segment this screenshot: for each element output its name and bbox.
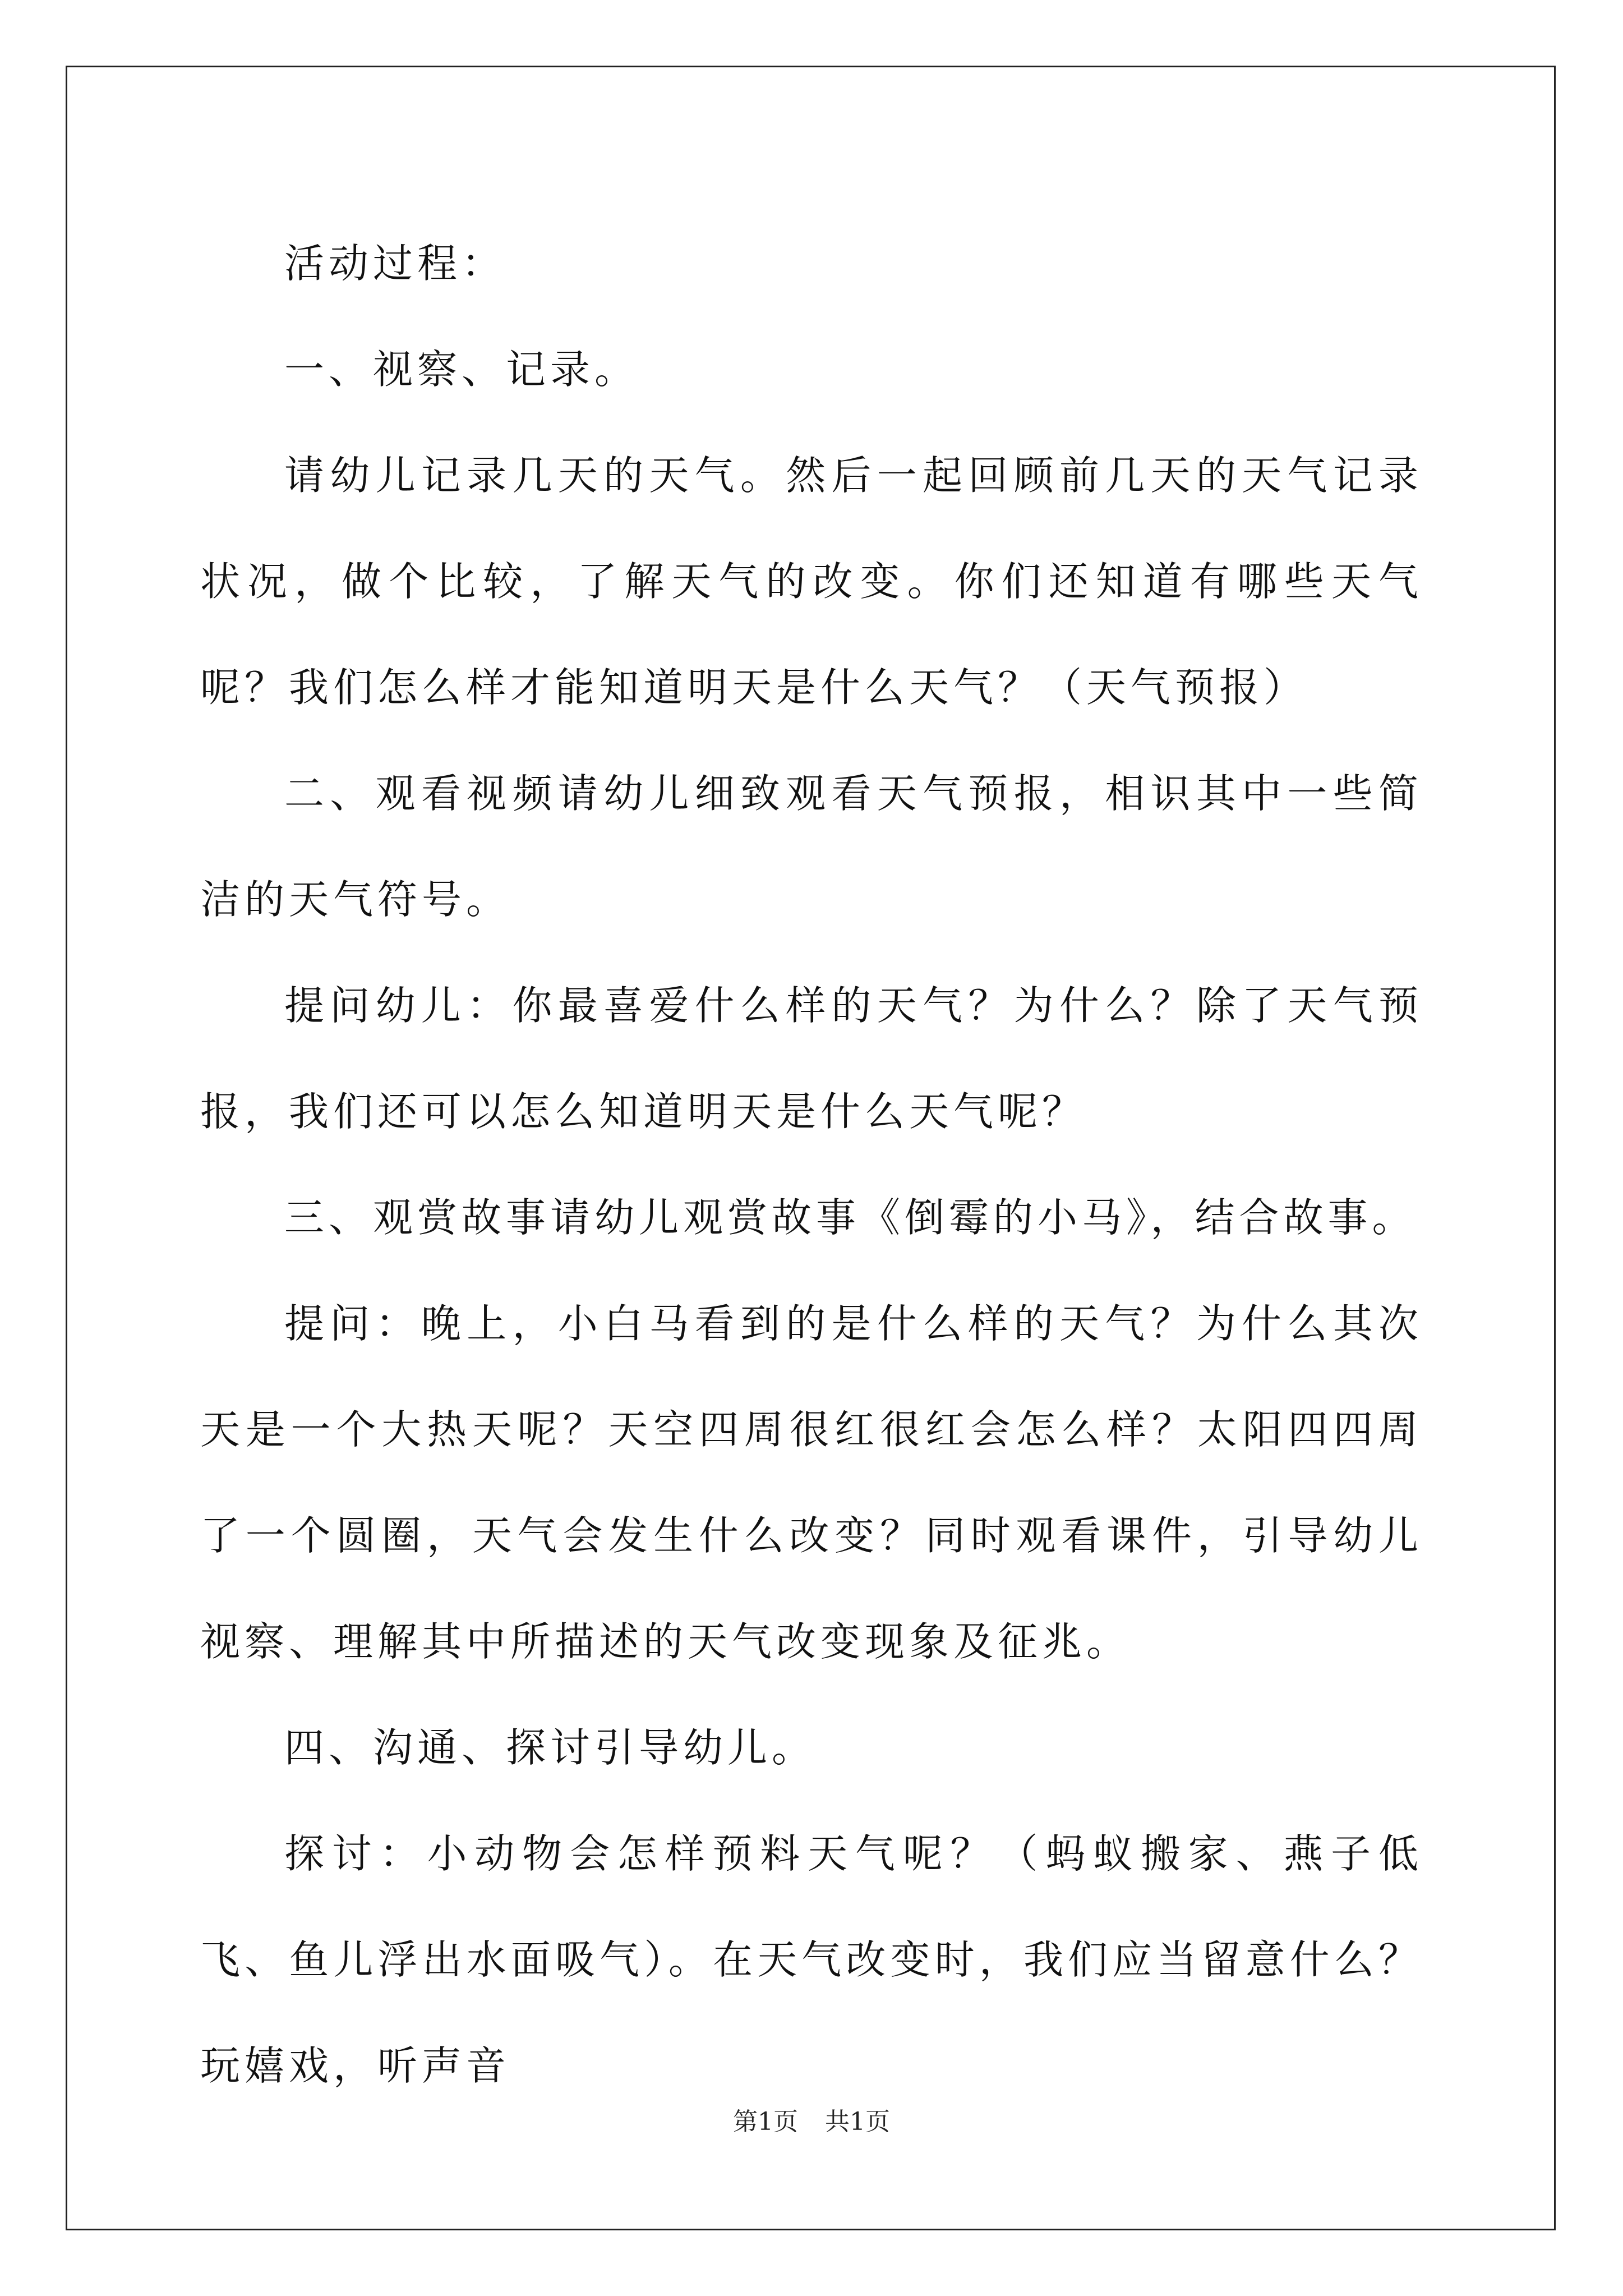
paragraph-record-weather: 请幼儿记录几天的天气。然后一起回顾前几天的天气记录状况，做个比较，了解天气的改变。你们还知道有哪些天气呢？我们怎么样才能知道明天是什么天气？（天气预报） [200,452,1423,711]
page-number: 第1页 [733,2108,798,2136]
page-total: 共1页 [825,2108,890,2136]
paragraph-ask-children: 提问幼儿：你最喜爱什么样的天气？为什么？除了天气预报，我们还可以怎么知道明天是什么天气呢？ [200,982,1423,1135]
paragraph-section-three-story: 三、观赏故事请幼儿观赏故事《倒霉的小马》，结合故事。 [284,1194,1417,1241]
paragraph-section-one-heading: 一、视察、记录。 [284,346,639,393]
paragraph-activity-process: 活动过程： [284,240,506,287]
paragraph-discussion: 探讨：小动物会怎样预料天气呢？（蚂蚁搬家、燕子低飞、鱼儿浮出水面吸气）。在天气改变时，我们应当留意什么？玩嬉戏，听声音 [200,1830,1423,2089]
page-footer [0,2105,1623,2139]
document-body [200,210,1423,2119]
paragraph-section-four-heading: 四、沟通、探讨引导幼儿。 [284,1724,817,1771]
paragraph-section-two-video: 二、观看视频请幼儿细致观看天气预报，相识其中一些简洁的天气符号。 [200,770,1423,923]
paragraph-story-questions: 提问：晚上，小白马看到的是什么样的天气？为什么其次天是一个大热天呢？天空四周很红很红会怎么样？太阳四四周了一个圆圈，天气会发生什么改变？同时观看课件，引导幼儿视察、理解其中所描述的天气改变现象及征兆。 [200,1300,1423,1665]
